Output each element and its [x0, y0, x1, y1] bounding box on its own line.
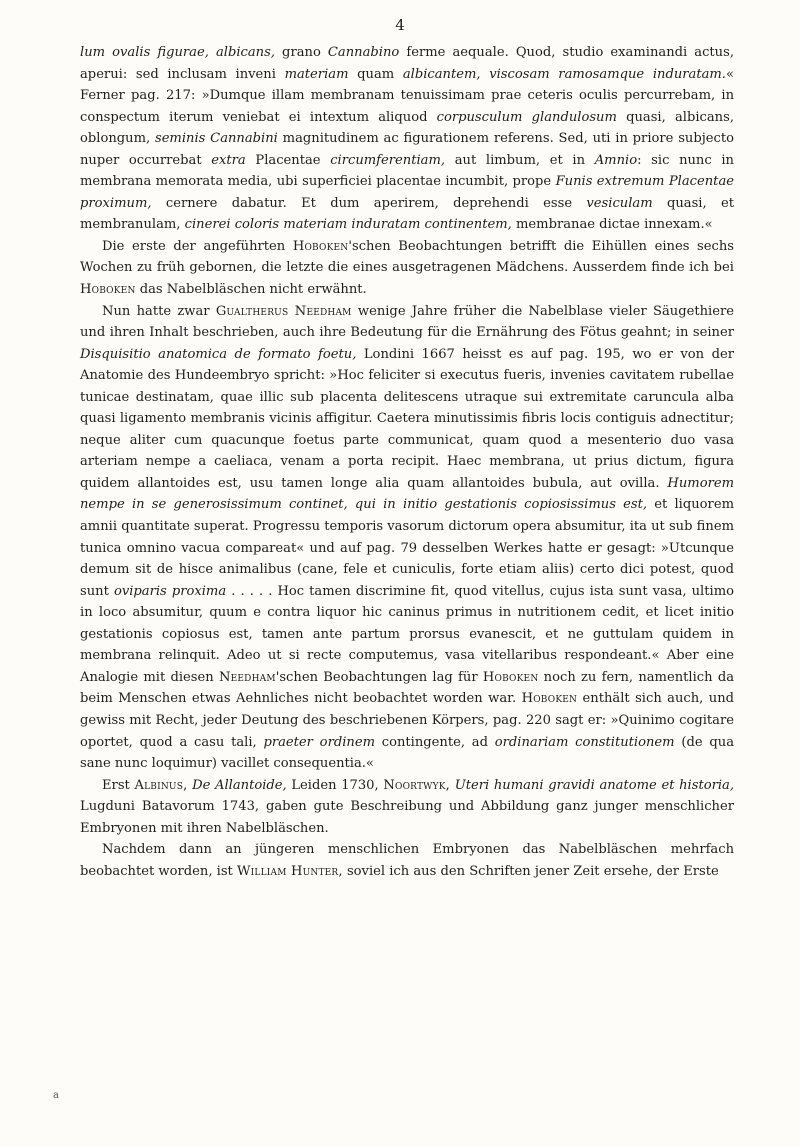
text-run: : sic nunc in membrana memorata media, ubi superficiei placentae incumbit, prope: [80, 152, 734, 190]
author-name: Albinus,: [134, 777, 188, 793]
paragraph-1: [80, 42, 734, 236]
text-run: Funis extremum Placentae proximum,: [80, 174, 734, 211]
author-name: Hoboken: [80, 282, 136, 298]
text-run: lum ovalis figurae, albicans,: [80, 45, 275, 60]
text-run: aut limbum, et in: [445, 152, 595, 168]
text-run: noch zu fern, namentlich da beim Menschen etwas Aehnliches nicht beobachtet worden war.: [80, 669, 735, 707]
text-run: magnitudinem ac figurationem referens. Sed, uti in priore subjecto nuper occurrebat: [80, 131, 735, 168]
text-run: extra: [211, 152, 246, 168]
text-run: quasi, albicans, oblongum,: [80, 109, 734, 147]
text-run: enthält sich auch, und gewiss mit Recht, jeder Deutung des beschriebenen Körpers, pag. 220 sagt er: »Quinimo cogitare oportet, quod a casu tali,: [80, 691, 735, 750]
text-run: soviel ich aus den Schriften jener Zeit ersehe, der Erste: [342, 863, 719, 879]
text-run: quasi, et membranulam,: [80, 195, 734, 233]
book-title: Disquisitio anatomica de formato foetu,: [80, 346, 357, 362]
text-run: Humorem nempe in se generosissimum continet, qui in initio gestationis copiosissimus est,: [80, 475, 734, 513]
text-run: wenige Jahre früher die Nabelblase vieler Säugethiere und ihren Inhalt beschrieben, auch ihre Bedeutung für die Ernährung des Fötus geahnt; in seiner: [80, 303, 734, 341]
author-name: Noortwyk,: [383, 777, 451, 793]
text-run: Londini 1667 heisst es auf pag. 195, wo er von der Anatomie des Hundeembryo spricht: »Hoc feliciter si executus fueris, invenies cavitatem rubellae tunicae destinatam, quae illic sub placenta delitescens utraque sui extremitate caruncula alba quasi ligamento membranis vicinis affigitur. Caetera minutissimis fibris locis contiguis adnectitur; neque aliter cum quacunque foetus parte communicat, quam quod a mesenterio duo vasa arteriam nempe a caeliaca, venam a porta recipit. Haec membrana, ut prius dictum, figura quidem allantoides est, usu tamen longe alia quam allantoides bubula, aut ovilla.: [80, 346, 734, 491]
text-run: ordinariam constitutionem: [494, 734, 675, 750]
text-run: Cannabino: [327, 45, 400, 60]
page-number: 4: [395, 16, 405, 34]
text-run: materiam: [284, 66, 349, 82]
text-run: das Nabelbläschen nicht erwähnt.: [135, 282, 367, 298]
text-run: Nun hatte zwar: [102, 303, 216, 319]
text-run: Erst: [102, 777, 135, 793]
paragraph-3: [80, 301, 734, 775]
text-run: Placentae: [245, 152, 331, 168]
book-title: De Allantoide,: [192, 777, 287, 793]
text-run: corpusculum glandulosum: [436, 109, 617, 125]
author-name: Hoboken: [292, 238, 349, 254]
text-run: 'schen Beobachtungen lag für: [275, 669, 483, 685]
text-run: cernere dabatur. Et dum aperirem, deprehendi esse: [151, 195, 587, 211]
author-name: Gualtherus Needham: [215, 303, 352, 319]
text-run: praeter ordinem: [263, 734, 375, 750]
body-text: [80, 42, 734, 882]
text-run: cinerei coloris materiam induratam continentem,: [184, 217, 512, 233]
text-run: Lugduni Batavorum 1743, gaben gute Beschreibung und Abbildung ganz junger menschlicher Embryonen mit ihren Nabelbläschen.: [80, 799, 734, 836]
author-name: William Hunter,: [236, 863, 343, 879]
text-run: (de qua sane nunc loquimur) vacillet consequentia.«: [80, 734, 734, 772]
text-run: Amnio: [594, 152, 638, 168]
text-run: grano: [274, 45, 328, 60]
text-run: et liquorem amnii quantitate superat. Progressu temporis vasorum dictorum opera absumitur, ita ut sub finem tunica omnino vacua compareat« und auf pag. 79 desselben Werkes hatte er gesagt: »Utcunque demum sit de hisce animalibus (cane, fele et cuniculis, forte etiam aliis) certo dici potest, quod sunt: [80, 497, 734, 599]
text-run: Leiden 1730,: [286, 777, 384, 793]
text-run: « Ferner pag. 217: »Dumque illam membranam tenuissimam prae ceteris oculis percurrebam, in conspectum iterum veniebat ei intextum aliquod: [80, 66, 734, 125]
paragraph-2: [80, 236, 734, 301]
text-run: quam: [348, 66, 403, 82]
text-run: membranae dictae innexam.«: [511, 217, 713, 233]
text-run: Nachdem dann an jüngeren menschlichen Embryonen das Nabelbläschen mehrfach beobachtet worden, ist: [80, 842, 734, 879]
text-run: vesiculam: [586, 195, 653, 211]
text-run: ferme aequale. Quod, studio examinandi actus, aperui: sed inclusam inveni: [80, 45, 734, 82]
text-run: seminis Cannabini: [154, 131, 278, 147]
text-run: . . . . . Hoc tamen discrimine fit, quod vitellus, cujus ista sunt vasa, ultimo in loco absumitur, quum e contra liquor hic caninus primus in nutritionem cedit, et licet initio gestationis copiosus est, tamen ante partum prorsus evanescit, et ne guttulam quidem in membrana relinquit. Adeo ut si recte computemus, vasa vitellaribus respondeant.« Aber eine Analogie mit diesen: [80, 583, 734, 685]
text-run: oviparis proxima: [113, 583, 227, 599]
paragraph-5: [80, 839, 734, 882]
paragraph-4: [80, 775, 734, 840]
margin-mark: a: [53, 1090, 59, 1101]
text-run: contingente, ad: [375, 734, 495, 750]
text-run: albicantem, viscosam ramosamque induratam.: [402, 66, 726, 82]
book-title: Uteri humani gravidi anatome et historia,: [454, 777, 734, 793]
author-name: Hoboken: [482, 669, 539, 685]
author-name: Hoboken: [521, 691, 578, 707]
text-run: 'schen Beobachtungen betrifft die Eihüllen eines sechs Wochen zu früh gebornen, die letzte die eines ausgetragenen Mädchens. Ausserdem finde ich bei: [80, 238, 734, 276]
text-run: circumferentiam,: [330, 152, 446, 168]
author-name: Needham: [218, 669, 276, 685]
text-run: Die erste der angeführten: [102, 238, 293, 254]
